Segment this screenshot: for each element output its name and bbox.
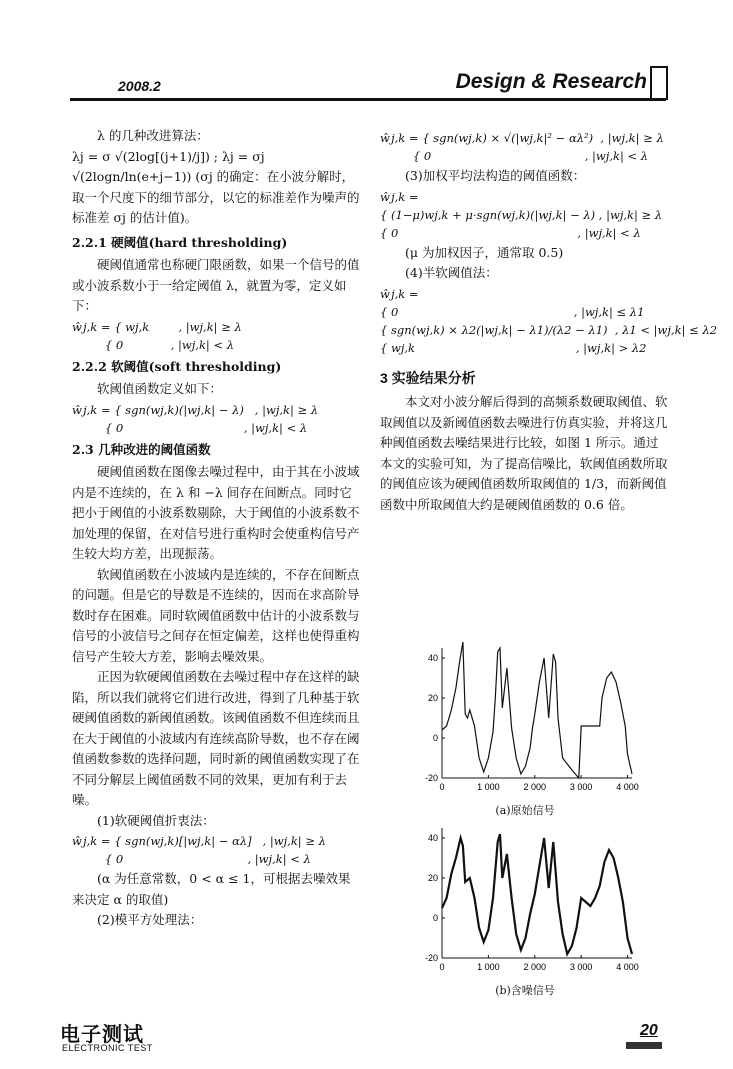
figure-b-caption: (b)含噪信号 <box>495 984 555 997</box>
hard-threshold-text: 硬阈值通常也称硬门限函数，如果一个信号的值或小波系数小于一给定阈值 λ，就置为零，定义如下： <box>72 257 360 313</box>
x-tick-label: 4 000 <box>616 962 639 972</box>
section-2-2-2: 2.2.2 软阈值(soft thresholding) <box>72 358 282 374</box>
method-4-label: (4)半软阈值法： <box>405 265 498 280</box>
method-2-eq-line2: { 0 , |wj,k| < λ <box>380 149 649 163</box>
figure-b-chart <box>410 820 640 980</box>
y-tick-label: -20 <box>424 773 438 783</box>
mu-note: (μ 为加权因子，通常取 0.5) <box>405 244 564 260</box>
signal-line <box>442 642 632 778</box>
figure-a-caption: (a)原始信号 <box>495 804 555 817</box>
header-box <box>650 66 668 100</box>
method-3-eq-line3: { 0 , |wj,k| < λ <box>380 225 641 240</box>
right-column <box>380 128 718 515</box>
hard-eq-line2: { 0 , |wj,k| < λ <box>72 337 235 352</box>
method-4-eq-line1: ŵj,k = <box>380 286 419 301</box>
method-3-eq-line2: { (1−μ)wj,k + μ·sgn(wj,k)(|wj,k| − λ) , |wj,k| ≥ λ <box>380 207 663 222</box>
figure-a-chart <box>410 640 640 800</box>
header-rule <box>70 98 666 101</box>
y-tick-label: -20 <box>424 953 438 963</box>
hard-eq-line1: ŵj,k = { wj,k , |wj,k| ≥ λ <box>72 319 242 334</box>
section-2-2-1: 2.2.1 硬阈值(hard thresholding) <box>72 234 288 250</box>
alpha-note: (α 为任意常数，0 < α ≤ 1，可根据去噪效果来决定 α 的取值) <box>72 871 351 907</box>
x-tick-label: 2 000 <box>523 782 547 792</box>
y-tick-label: 40 <box>427 653 438 663</box>
section-2-3: 2.3 几种改进的阈值函数 <box>72 441 211 457</box>
method-4-eq-line4: { wj,k , |wj,k| > λ2 <box>380 340 647 355</box>
x-tick-label: 0 <box>439 962 445 972</box>
figure-b <box>410 820 640 998</box>
footer-logo: 电子测试 <box>60 1022 144 1046</box>
x-tick-label: 3 000 <box>569 782 593 792</box>
method-1-eq-line1: ŵj,k = { sgn(wj,k)[|wj,k| − αλ] , |wj,k| ≥ λ <box>72 834 326 848</box>
footer-subtitle: ELECTRONIC TEST <box>62 1043 153 1053</box>
para-improved: 正因为软硬阈值函数在去噪过程中存在这样的缺陷，所以我们就将它们进行改进，得到了几种基于软硬阈值函数的新阈值函数。该阈值函数不但连续而且在大于阈值的小波域内有连续高阶导数，也不存在阈值函数参数的选择问题，同时新的阈值函数实现了在不同分解层上阈值函数不同的效果，更加有利于去噪。 <box>72 669 360 807</box>
method-3-label: (3)加权平均法构造的阈值函数： <box>405 168 586 183</box>
left-intro: λ 的几种改进算法： <box>97 128 209 143</box>
para-soft-issues: 软阈值函数在小波域内是连续的，不存在间断点的问题。但是它的导数是不连续的，因而在求高阶导数时存在困难。同时软阈值函数中估计的小波系数与信号的小波信号之间存在恒定偏差，这样也使得重构信号产生较大方差，影响去噪效果。 <box>72 566 360 664</box>
y-tick-label: 0 <box>432 913 438 923</box>
signal-line <box>442 834 632 954</box>
method-2-label: (2)模平方处理法： <box>97 912 203 927</box>
x-tick-label: 0 <box>439 782 445 792</box>
y-tick-label: 20 <box>427 693 438 703</box>
x-tick-label: 2 000 <box>523 962 547 972</box>
y-tick-label: 0 <box>432 733 438 743</box>
method-4-eq-line2: { 0 , |wj,k| ≤ λ1 <box>380 304 645 319</box>
left-column <box>72 126 362 931</box>
method-1-eq-line2: { 0 , |wj,k| < λ <box>72 852 311 866</box>
x-tick-label: 3 000 <box>569 962 593 972</box>
experiment-text: 本文对小波分解后得到的高频系数硬取阈值、软取阈值以及新阈值函数去噪进行仿真实验，并将这几种阈值函数去噪结果进行比较，如图 1 所示。通过本文的实验可知，为了提高信噪比，软阈值函数所取的阈值应该为硬阈值函数所取阈值的 1/3，而新阈值函数中所取阈值大约是硬阈值函数的 0.6 倍。 <box>380 394 668 512</box>
method-2-eq-line1: ŵj,k = { sgn(wj,k) × √(|wj,k|² − αλ²) , |wj,k| ≥ λ <box>380 131 664 145</box>
header-title: Design & Research <box>455 70 647 93</box>
lambda-formula: λj = σ √(2log[(j+1)/j]) ; λj = σj √(2logn/ln(e+j−1)) (σj 的确定：在小波分解时，取一个尺度下的细节部分，以它的标准差作为噪声的标准差 σj 的估计值)。 <box>72 148 360 225</box>
soft-eq-line1: ŵj,k = { sgn(wj,k)(|wj,k| − λ) , |wj,k| ≥ λ <box>72 402 319 417</box>
x-tick-label: 4 000 <box>616 782 639 792</box>
section-3-heading: 3 实验结果分析 <box>380 369 476 386</box>
method-4-eq-line3: { sgn(wj,k) × λ2(|wj,k| − λ1)/(λ2 − λ1) , λ1 < |wj,k| ≤ λ2 <box>380 322 718 337</box>
y-tick-label: 20 <box>427 873 438 883</box>
method-3-eq-line1: ŵj,k = <box>380 189 419 204</box>
soft-threshold-text: 软阈值函数定义如下： <box>97 381 223 396</box>
figure-a <box>410 640 640 818</box>
x-tick-label: 1 000 <box>477 782 500 792</box>
para-hard-issues: 硬阈值函数在图像去噪过程中，由于其在小波域内是不连续的，在 λ 和 −λ 间存在间断点。同时它把小于阈值的小波系数剔除，大于阈值的小波系数不加处理的保留，在对信号进行重构时会使重构信号产生较大均方差，出现振荡。 <box>72 464 360 561</box>
y-tick-label: 40 <box>427 833 438 843</box>
x-tick-label: 1 000 <box>477 962 500 972</box>
page-number: 20 <box>640 1022 658 1039</box>
header-date: 2008.2 <box>118 78 161 94</box>
method-1-label: (1)软硬阈值折衷法： <box>97 812 215 828</box>
soft-eq-line2: { 0 , |wj,k| < λ <box>72 420 308 435</box>
footer-bar <box>626 1042 662 1049</box>
